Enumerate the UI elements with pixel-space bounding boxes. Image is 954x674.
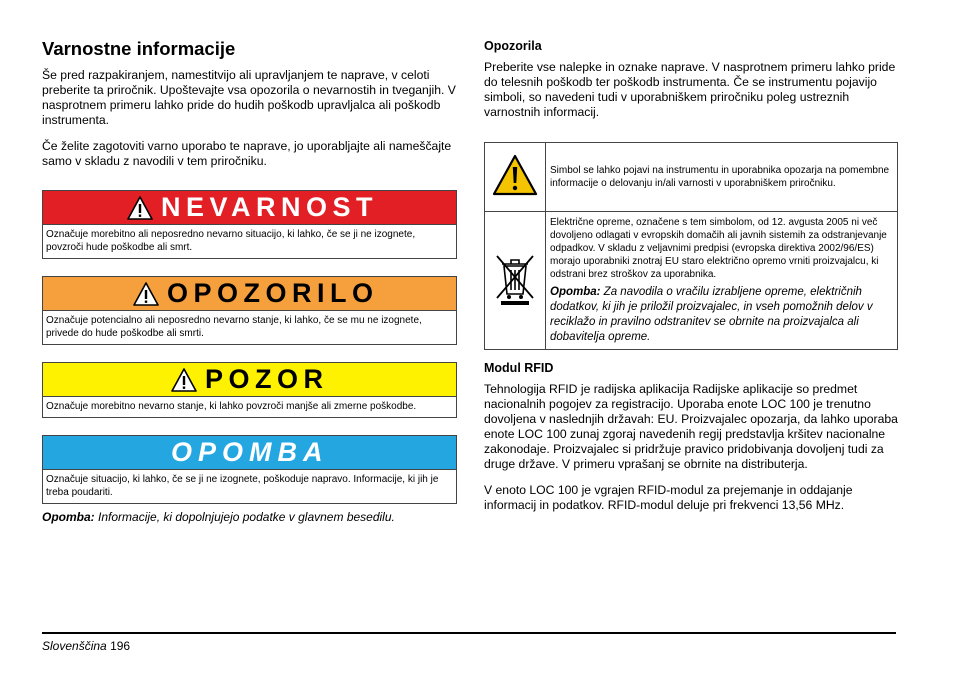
notice-signal-word: OPOMBA: [171, 437, 329, 467]
footer-divider: [42, 632, 896, 634]
caution-box: [42, 362, 457, 418]
warning-box: [42, 276, 457, 345]
symbol-cell: [485, 143, 546, 212]
warnings-paragraph: Preberite vse nalepke in oznake naprave. V nasprotnem primeru lahko pride do telesnih poškodb ter poškodb instrumenta. Če se instrumentu pojavijo simboli, so navedeni tudi v uporabniškem priročniku poleg ustreznih varnostnih informacij.: [484, 60, 896, 119]
danger-description: Označuje morebitno ali neposredno nevarno situacijo, ki lahko, če se ji ne izognete, povzroči hude poškodbe ali smrt.: [46, 229, 416, 253]
footer-language: Slovenščina: [42, 639, 107, 653]
note-label: Opomba:: [550, 286, 601, 298]
notice-box: [42, 435, 457, 504]
table-row: [485, 212, 898, 350]
danger-box: [42, 190, 457, 259]
rfid-heading: Modul RFID: [484, 361, 554, 375]
note-text: Za navodila o vračilu izrabljene opreme, električnih dodatkov, ki jih je priložil proizvajalec, in vseh pomožnih delov v reciklažo in pravilno odstranitev se obrnite na proizvajalca ali dobavitelja opreme.: [550, 286, 873, 343]
symbols-table: [484, 142, 898, 350]
notice-description: Označuje situacijo, ki lahko, če se ji ne izognete, poškoduje napravo. Informacije, ki jih je treba poudariti.: [46, 474, 439, 498]
table-row: [485, 143, 898, 212]
note-label: Opomba:: [42, 510, 95, 524]
warning-header: [43, 277, 456, 311]
caution-signal-word: POZOR: [205, 364, 329, 394]
danger-header: [43, 191, 456, 225]
symbol-cell: [485, 212, 546, 350]
weee-note: [550, 285, 891, 345]
warning-triangle-icon: [127, 196, 153, 220]
rfid-paragraph-2: V enoto LOC 100 je vgrajen RFID-modul za prejemanje in oddajanje informacij in podatkov. RFID-modul deluje pri frekvenci 13,56 MHz.: [484, 483, 853, 512]
danger-signal-word: NEVARNOST: [161, 192, 379, 222]
symbol-description: [546, 212, 898, 350]
intro-paragraph: Še pred razpakiranjem, namestitvijo ali upravljanjem te naprave, v celoti preberite ta priročnik. Upoštevajte vsa opozorila o nevarnostih in tveganjih. V nasprotnem primeru lahko pride do hudih poškodb upravljalca ali poškodb instrumenta.: [42, 68, 456, 127]
caution-description: Označuje morebitno nevarno stanje, ki lahko povzroči manjše ali zmerne poškodbe.: [46, 401, 417, 412]
note-text: Informacije, ki dopolnjujejo podatke v glavnem besedilu.: [94, 510, 395, 524]
left-column: [42, 38, 457, 525]
usage-paragraph: Če želite zagotoviti varno uporabo te naprave, jo uporabljajte ali nameščajte samo v skladu z navodili v tem priročniku.: [42, 139, 452, 168]
weee-crossed-bin-icon: [493, 250, 537, 306]
warning-description: Označuje potencialno ali neposredno nevarno stanje, ki lahko, če se mu ne izognete, privede do hude poškodbe ali smrti.: [46, 315, 422, 339]
page-number: 196: [110, 639, 131, 653]
warning-triangle-icon: [133, 282, 159, 306]
warnings-heading: Opozorila: [484, 39, 542, 53]
warning-triangle-icon: [171, 368, 197, 392]
weee-text: Električne opreme, označene s tem simbolom, od 12. avgusta 2005 ni več dovoljeno odlagati v evropskih domačih ali javnih sistemih za odstranjevanje odpadkov. V skladu z veljavnimi predpisi (evropska direktiva 2002/96/ES) morajo uporabniki znotraj EU staro električno opremo vrniti proizvajalcu, ki odstrani brez stroškov za uporabnika.: [550, 217, 887, 280]
symbol-description: Simbol se lahko pojavi na instrumentu in uporabnika opozarja na pomembne informacije o delovanju in/ali varnosti v uporabniškem priročniku.: [546, 143, 898, 212]
rfid-paragraph-1: Tehnologija RFID je radijska aplikacija Radijske aplikacije so predmet nacionalnih pogojev za registracijo. Uporaba enote LOC 100 je trenutno dovoljena v naslednjih državah: EU. Proizvajalec opozarja, da lahko uporaba enote LOC 100 zunaj zgoraj navedenih regij predstavlja kršitev nacionalne zakonodaje. Proizvajalec si pridržuje pravico pridobivanja dovoljenj tudi za druge države. V primeru vprašanj se obrnite na distributerja.: [484, 382, 898, 471]
caution-header: [43, 363, 456, 397]
warning-triangle-icon: [492, 154, 538, 196]
right-column: [484, 38, 898, 524]
note-line: [42, 510, 457, 525]
warning-signal-word: OPOZORILO: [167, 278, 379, 308]
section-title: Varnostne informacije: [42, 38, 236, 59]
notice-header: [43, 436, 456, 470]
footer: [42, 638, 130, 654]
